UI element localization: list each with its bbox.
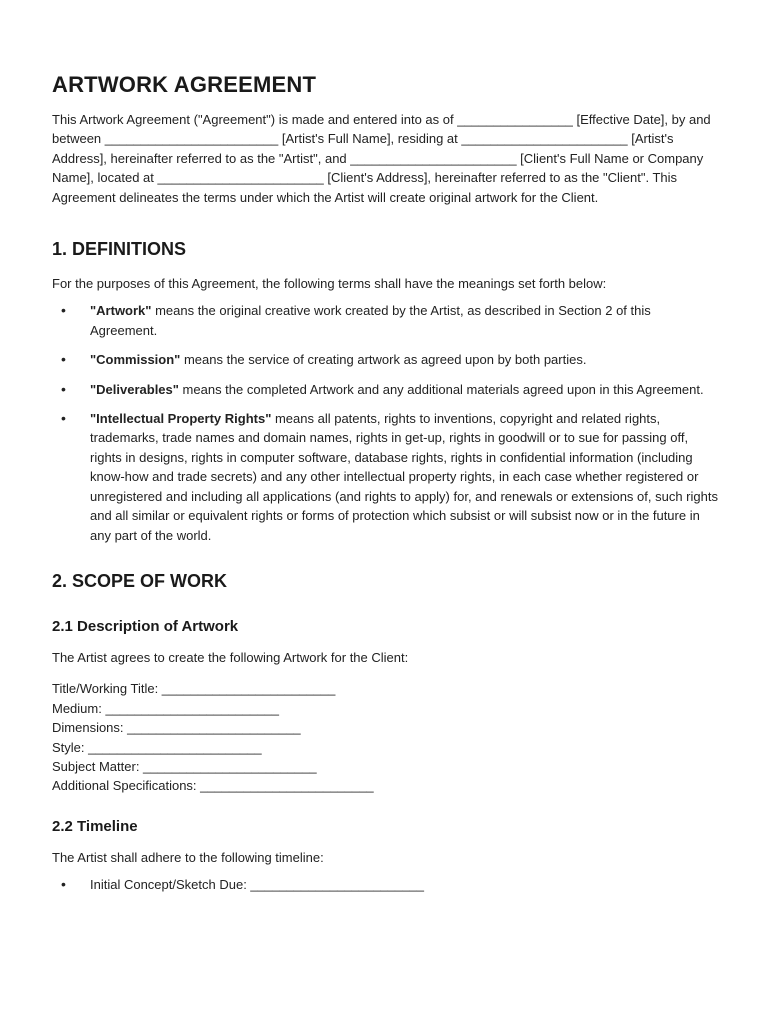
definition-term: "Intellectual Property Rights": [90, 411, 272, 427]
definition-text: means the original creative work created by the Artist, as described in Section 2 of this Agreement.: [90, 303, 651, 338]
definition-text: means the completed Artwork and any additional materials agreed upon in this Agreement.: [178, 381, 704, 397]
timeline-item-text: Initial Concept/Sketch Due: ________________________: [90, 877, 424, 893]
bullet-icon: •: [61, 410, 66, 427]
timeline-heading: 2.2 Timeline: [52, 817, 138, 835]
field-medium: Medium: ________________________: [52, 700, 279, 716]
artwork-fields: [52, 679, 718, 795]
field-additional-specifications: Additional Specifications: ________________________: [52, 778, 374, 794]
definition-text: means the service of creating artwork as agreed upon by both parties.: [180, 352, 587, 368]
definition-text: means all patents, rights to inventions, copyright and related rights, trademarks, trade names and domain names, rights in get-up, rights in goodwill or to sue for passing off, rights in designs, rights in computer software, database rights, rights in confidential information (including know-how and trade secrets) and any other intellectual property rights, in each case whether registered or unregistered and including all applications (and rights to apply) for, and renewals or extensions of, such rights and all similar or equivalent rights or forms of protection which subsist or will subsist now or in the future in any part of the world.: [90, 411, 718, 543]
definition-term: "Commission": [90, 352, 181, 368]
definition-term: "Deliverables": [90, 381, 179, 397]
list-item: [52, 350, 718, 369]
document-title: ARTWORK AGREEMENT: [52, 72, 317, 97]
field-title: Title/Working Title: ________________________: [52, 681, 336, 697]
bullet-icon: •: [61, 302, 66, 319]
timeline-list: [52, 875, 718, 894]
field-style: Style: ________________________: [52, 739, 262, 755]
list-item: [52, 409, 718, 545]
intro-paragraph: This Artwork Agreement ("Agreement") is made and entered into as of ________________ [Effective Date], by and between ________________________ [Artist's Full Name], residing at _______________________ [Artist's Address], hereinafter referred to as the "Artist", and _______________________ [Client's Full Name or Company Name], located at _______________________ [Client's Address], hereinafter referred to as the "Client". This Agreement delineates the terms under which the Artist will create original artwork for the Client.: [52, 112, 711, 205]
list-item: [52, 380, 718, 399]
definitions-intro: For the purposes of this Agreement, the following terms shall have the meanings set forth below:: [52, 276, 607, 292]
timeline-intro: The Artist shall adhere to the following timeline:: [52, 849, 324, 865]
description-intro: The Artist agrees to create the following Artwork for the Client:: [52, 649, 409, 665]
bullet-icon: •: [61, 876, 66, 893]
field-subject-matter: Subject Matter: ________________________: [52, 758, 317, 774]
bullet-icon: •: [61, 351, 66, 368]
bullet-icon: •: [61, 380, 66, 397]
list-item: [52, 301, 718, 340]
definitions-list: [52, 301, 718, 544]
scope-heading: 2. SCOPE OF WORK: [52, 570, 228, 591]
field-dimensions: Dimensions: ________________________: [52, 720, 301, 736]
definitions-heading: 1. DEFINITIONS: [52, 239, 187, 260]
description-heading: 2.1 Description of Artwork: [52, 617, 239, 635]
definition-term: "Artwork": [90, 303, 152, 319]
list-item: [52, 875, 718, 894]
